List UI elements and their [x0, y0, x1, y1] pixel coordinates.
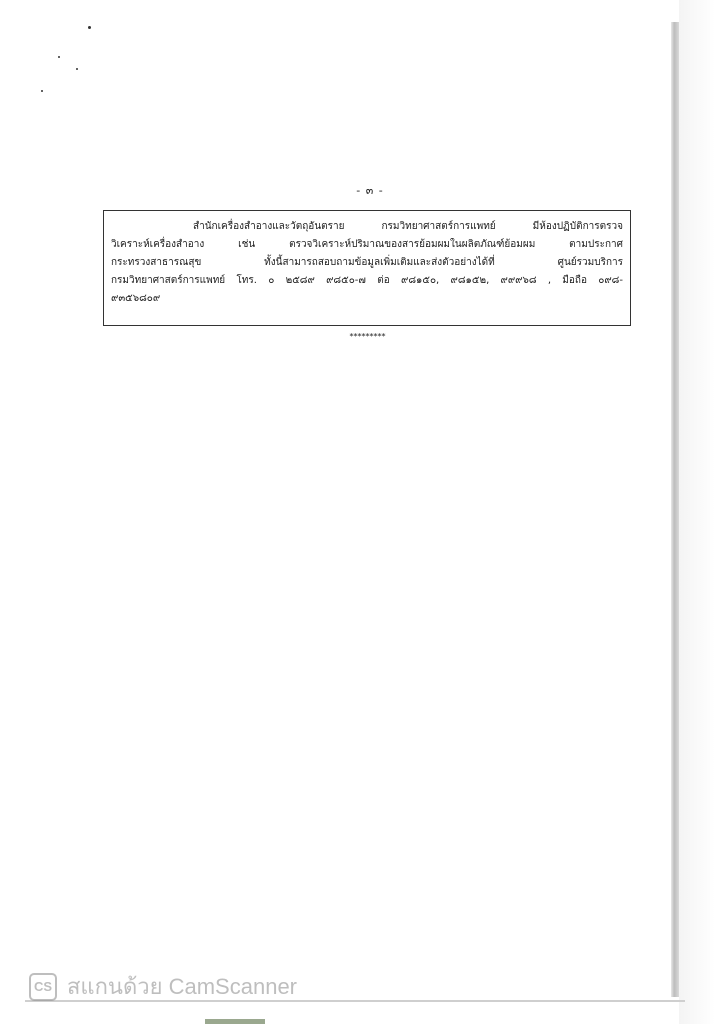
camscanner-logo-icon: CS [29, 973, 57, 1001]
notice-line: กรมวิทยาศาสตร์การแพทย์ โทร. ๐ ๒๕๘๙ ๙๘๕๐-๗ ต่อ ๙๘๑๕๐, ๙๘๑๕๒, ๙๙๙๖๘ , มือถือ ๐๙๘- [111, 275, 623, 286]
end-of-document-marks: ********* [349, 332, 386, 341]
camscanner-watermark [29, 969, 297, 1004]
notice-box [103, 210, 631, 326]
scan-speck [58, 56, 60, 58]
page-edge-shadow [679, 0, 715, 1024]
scan-speck [88, 26, 91, 29]
bottom-edge-mark [205, 1019, 265, 1024]
notice-line: ๙๓๕๖๘๐๙ [111, 293, 161, 304]
notice-line: วิเคราะห์เครื่องสำอาง เช่น ตรวจวิเคราะห์ปริมาณของสารย้อมผมในผลิตภัณฑ์ย้อมผม ตามประกาศ [111, 239, 623, 250]
notice-line: สำนักเครื่องสำอางและวัตถุอันตราย กรมวิทยาศาสตร์การแพทย์ มีห้องปฏิบัติการตรวจ [193, 221, 623, 232]
scan-speck [76, 68, 78, 70]
scan-speck [41, 90, 43, 92]
page-right-edge [671, 22, 679, 997]
notice-line: กระทรวงสาธารณสุข ทั้งนี้สามารถสอบถามข้อมูลเพิ่มเติมและส่งตัวอย่างได้ที่ ศูนย์รวมบริการ [111, 257, 623, 268]
watermark-label: สแกนด้วย CamScanner [67, 974, 298, 999]
page-number: - ๓ - [356, 184, 384, 197]
